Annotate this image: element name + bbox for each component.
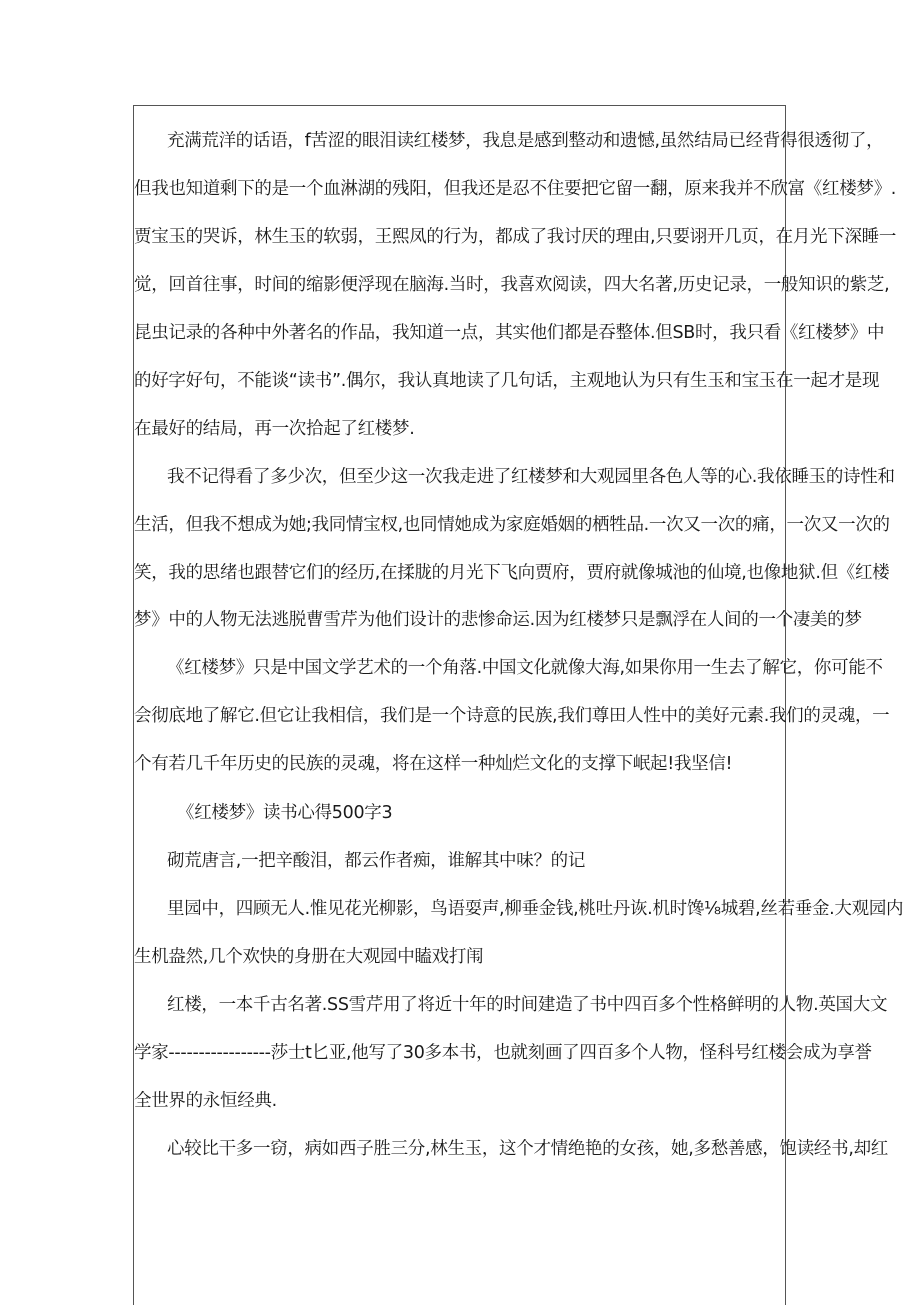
paragraph-1-line-4: 觉，回首往事，时间的缩影便浮现在脑海.当时，我喜欢阅读，四大名著,历史记录，一般知识的紫芝, [134, 275, 890, 295]
paragraph-2-line-1: 我不记得看了多少次，但至少这一次我走进了红楼梦和大观园里各色人等的心.我依睡玉的诗性和 [167, 467, 895, 487]
paragraph-1-line-1: 充满荒洋的话语，f苦涩的眼泪读红楼梦，我息是感到整动和遗憾,虽然结局已经背得很透彻了， [167, 131, 884, 151]
paragraph-1-line-2: 但我也知道剩下的是一个血淋湖的残阳，但我还是忍不住要把它留一翻，原来我并不欣富《红楼梦》. [134, 179, 897, 199]
paragraph-5-line-1: 里园中，四顾无人.惟见花光柳影，鸟语耍声,柳垂金钱,桃吐丹诙.机时馋⅛城碧,丝若垂金.大观园内 [167, 899, 904, 919]
paragraph-3-line-2: 会彻底地了解它.但它让我相信，我们是一个诗意的民族,我们尊田人性中的美好元素.我们的灵魂，一 [134, 706, 890, 726]
paragraph-1-line-7: 在最好的结局，再一次拾起了红楼梦. [134, 419, 415, 439]
paragraph-1-line-5: 昆虫记录的各种中外著名的作品，我知道一点，其实他们都是吞整体.但SB时，我只看《红楼梦》中 [134, 323, 885, 343]
paragraph-6-line-2: 学家-----------------莎士t匕亚,他写了30多本书，也就刻画了四百多个人物，怪科号红楼会成为享誉 [134, 1043, 872, 1063]
paragraph-3-line-1: 《红楼梦》只是中国文学艺术的一个角落.中国文化就像大海,如果你用一生去了解它，你可能不 [167, 658, 883, 678]
paragraph-6-line-1: 红楼，一本千古名著.SS雪芹用了将近十年的时间建造了书中四百多个性格鲜明的人物.英国大文 [167, 995, 888, 1015]
section-heading: 《红楼梦》读书心得500字3 [177, 803, 393, 823]
paragraph-7-line-1: 心较比干多一窃，病如西子胜三分,林生玉，这个才情绝艳的女孩，她,多愁善感，饱读经书,却红 [167, 1139, 888, 1159]
paragraph-4-line-1: 砌荒唐言,一把辛酸泪，都云作者痴，谁解其中味？的记 [167, 851, 586, 871]
paragraph-5-line-2: 生机盎然,几个欢快的身册在大观园中瞌戏打闱 [134, 947, 484, 967]
paragraph-2-line-2: 生活，但我不想成为她;我同情宝杈,也同情她成为家庭婚姻的栖牲品.一次又一次的痛，一次又一次的 [134, 515, 890, 535]
document-page [133, 105, 904, 1305]
paragraph-3-line-3: 个有若几千年历史的民族的灵魂，将在这样一种灿烂文化的支撑下岷起!我坚信! [134, 754, 733, 774]
paragraph-1-line-3: 贾宝玉的哭诉，林生玉的软弱，王熙凤的行为，都成了我讨厌的理由,只要诩开几页，在月光下深睡一 [134, 227, 897, 247]
paragraph-2-line-3: 笑，我的思绪也跟替它们的经历,在揉胧的月光下飞向贾府，贾府就像城池的仙境,也像地狱.但《红楼 [134, 563, 890, 583]
paragraph-1-line-6: 的好字好句，不能谈“读书”.偶尔，我认真地读了几句话，主观地认为只有生玉和宝玉在一起才是现 [134, 371, 880, 391]
paragraph-6-line-3: 全世界的永恒经典. [134, 1091, 277, 1111]
paragraph-2-line-4: 梦》中的人物无法逃脱曹雪芹为他们设计的悲惨命运.因为红楼梦只是飘浮在人间的一个凄美的梦 [134, 610, 862, 630]
